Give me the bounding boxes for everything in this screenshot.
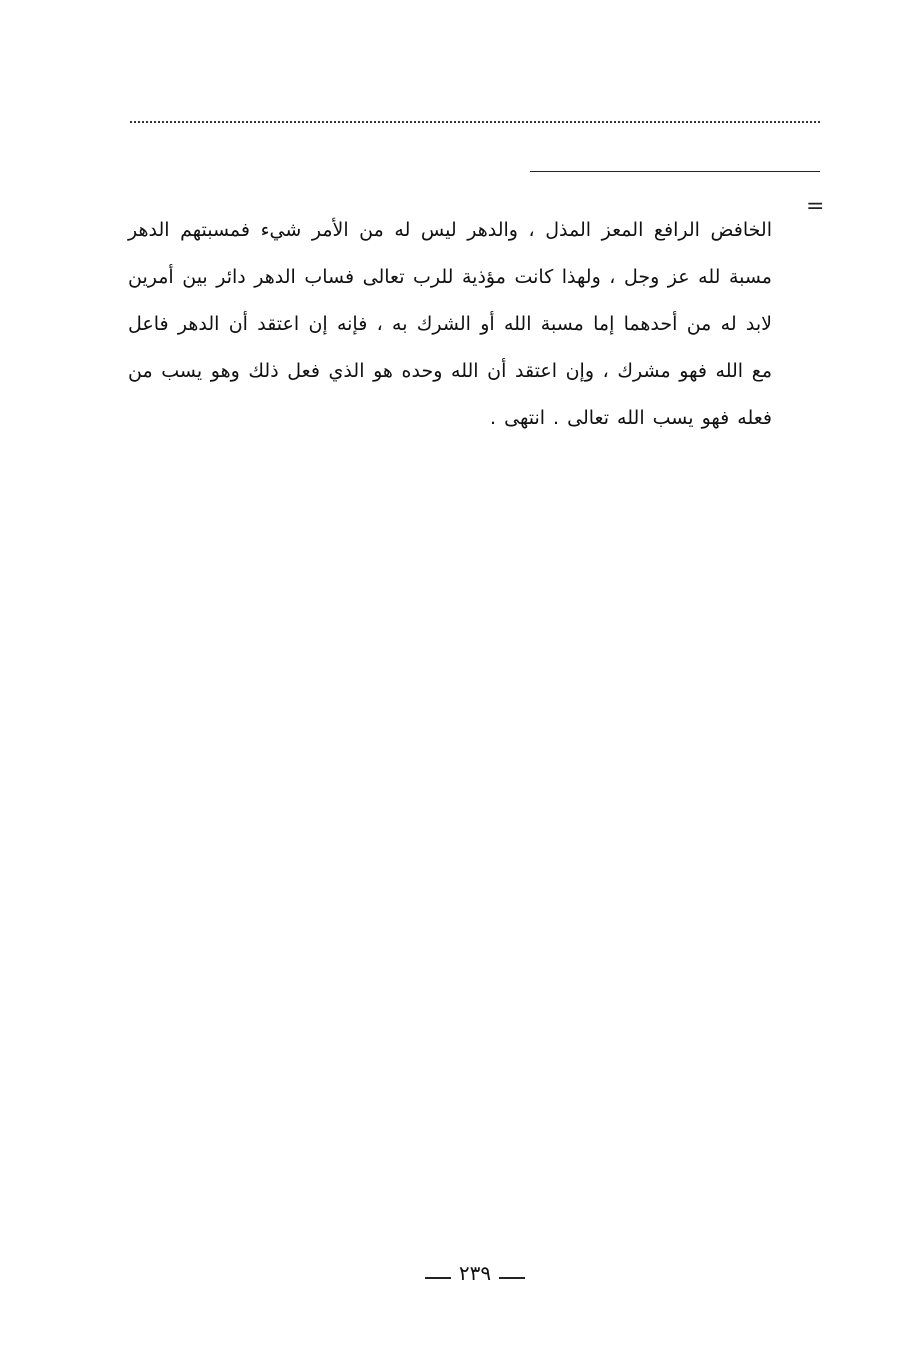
footnote-separator-rule — [530, 171, 820, 172]
footer-dash-left — [425, 1277, 451, 1279]
header-dotted-rule — [130, 121, 820, 123]
page-number: ٢٣٩ — [458, 1261, 492, 1285]
page-footer — [410, 1258, 540, 1288]
footnote-continuation-mark: = — [806, 194, 825, 219]
footnote-paragraph: الخافض الرافع المعز المذل ، والدهر ليس له من الأمر شيء فمسبتهم الدهر مسبة لله عز وجل ، ولهذا كانت مؤذية للرب تعالى فساب الدهر دائر بين أمرين لابد له من أحدهما إما مسبة الله أو الشرك به ، فإنه إن اعتقد أن الدهر فاعل مع الله فهو مشرك ، وإن اعتقد أن الله وحده هو الذي فعل ذلك وهو يسب من فعله فهو يسب الله تعالى . انتهى . — [128, 219, 772, 429]
footer-dash-right — [499, 1277, 525, 1279]
